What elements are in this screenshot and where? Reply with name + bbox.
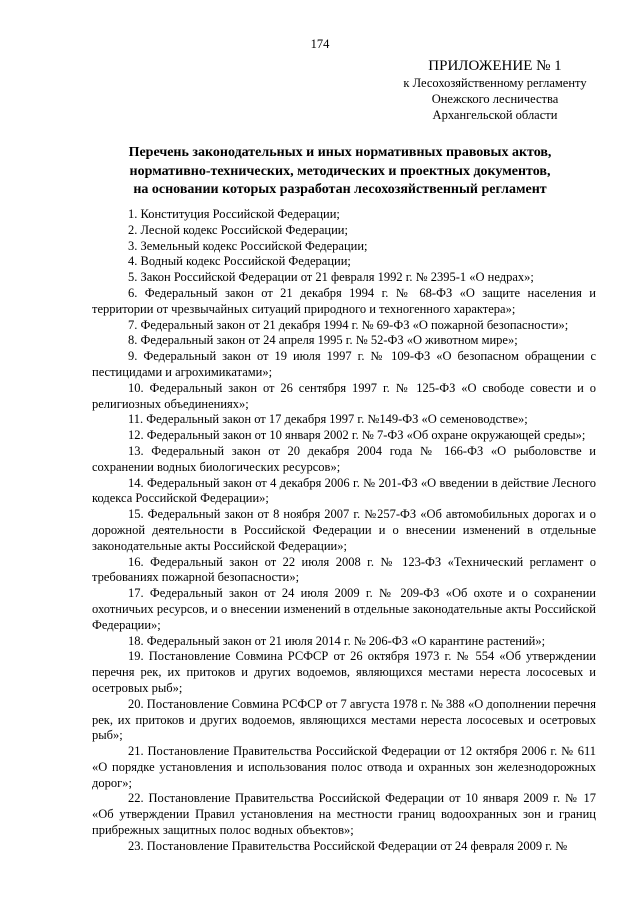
page-number: 174 bbox=[310, 37, 330, 51]
list-item: 4. Водный кодекс Российской Федерации; bbox=[128, 254, 351, 269]
appendix-heading: ПРИЛОЖЕНИЕ № 1 bbox=[428, 58, 562, 74]
list-item: 19. Постановление Совмина РСФСР от 26 октября 1973 г. № 554 «Об утверждении перечня рек, их притоков и других водоемов, являющихся местами нереста лососевых и осетровых рыб»; bbox=[92, 649, 596, 695]
list-item: 3. Земельный кодекс Российской Федерации; bbox=[128, 238, 368, 253]
list-item: 7. Федеральный закон от 21 декабря 1994 г. № 69-ФЗ «О пожарной безопасности»; bbox=[128, 317, 569, 332]
list-item: 10. Федеральный закон от 26 сентября 1997 г. № 125-ФЗ «О свободе совести и о религиозных объединениях»; bbox=[92, 380, 596, 411]
appendix-line: к Лесохозяйственному регламенту bbox=[403, 76, 587, 90]
appendix-line: Онежского лесничества bbox=[431, 92, 559, 106]
list-item: 16. Федеральный закон от 22 июля 2008 г. № 123-ФЗ «Технический регламент о требованиях пожарной безопасности»; bbox=[92, 554, 596, 585]
list-item: 9. Федеральный закон от 19 июля 1997 г. № 109-ФЗ «О безопасном обращении с пестицидами и агрохимикатами»; bbox=[92, 349, 596, 379]
list-item: 5. Закон Российской Федерации от 21 февраля 1992 г. № 2395-1 «О недрах»; bbox=[128, 270, 534, 285]
appendix-line: Архангельской области bbox=[432, 108, 558, 122]
list-item: 8. Федеральный закон от 24 апреля 1995 г. № 52-ФЗ «О животном мире»; bbox=[128, 333, 518, 348]
title-line: Перечень законодательных и иных нормативных правовых актов, bbox=[128, 145, 552, 160]
list-item: 14. Федеральный закон от 4 декабря 2006 г. № 201-ФЗ «О введении в действие Лесного кодекса Российской Федерации»; bbox=[92, 475, 596, 506]
list-item: 20. Постановление Совмина РСФСР от 7 августа 1978 г. № 388 «О дополнении перечня рек, их притоков и других водоемов, являющихся местами нереста лососевых и осетровых рыб»; bbox=[92, 696, 596, 743]
list-item: 13. Федеральный закон от 20 декабря 2004 года № 166-ФЗ «О рыболовстве и сохранении водных биологических ресурсов»; bbox=[92, 443, 596, 474]
list-item: 17. Федеральный закон от 24 июля 2009 г. № 209-ФЗ «Об охоте и о сохранении охотничьих ресурсов, и о внесении изменений в отдельные законодательные акты Российской Федерации»; bbox=[92, 586, 596, 632]
list-item: 2. Лесной кодекс Российской Федерации; bbox=[128, 222, 348, 237]
list-item: 21. Постановление Правительства Российской Федерации от 12 октября 2006 г. № 611 «О порядке установления и использования полос отвода и охранных зон железнодорожных дорог»; bbox=[92, 744, 596, 790]
appendix-block bbox=[395, 57, 595, 123]
list-item: 11. Федеральный закон от 17 декабря 1997 г. №149-ФЗ «О семеноводстве»; bbox=[128, 412, 528, 427]
list-item: 1. Конституция Российской Федерации; bbox=[128, 207, 340, 221]
title-line: нормативно-технических, методических и проектных документов, bbox=[129, 163, 551, 179]
list-item: 15. Федеральный закон от 8 ноября 2007 г. №257-ФЗ «Об автомобильных дорогах и о дорожной деятельности в Российской Федерации и о внесении изменений в отдельные законодательные акты Российской Федерации»; bbox=[92, 507, 596, 553]
title-line: на основании которых разработан лесохозяйственный регламент bbox=[133, 182, 547, 197]
document-title bbox=[80, 144, 600, 200]
list-item: 12. Федеральный закон от 10 января 2002 г. № 7-ФЗ «Об охране окружающей среды»; bbox=[128, 428, 586, 443]
list-item: 22. Постановление Правительства Российской Федерации от 10 января 2009 г. № 17 «Об утверждении Правил установления на местности границ водоохранных зон и границ прибрежных защитных полос водных объектов»; bbox=[92, 791, 596, 838]
list-item: 6. Федеральный закон от 21 декабря 1994 г. № 68-ФЗ «О защите населения и территории от чрезвычайных ситуаций природного и техногенного характера»; bbox=[92, 285, 596, 316]
document-list bbox=[92, 207, 596, 855]
list-item: 23. Постановление Правительства Российской Федерации от 24 февраля 2009 г. № bbox=[128, 838, 568, 853]
list-item: 18. Федеральный закон от 21 июля 2014 г. № 206-ФЗ «О карантине растений»; bbox=[128, 633, 546, 648]
